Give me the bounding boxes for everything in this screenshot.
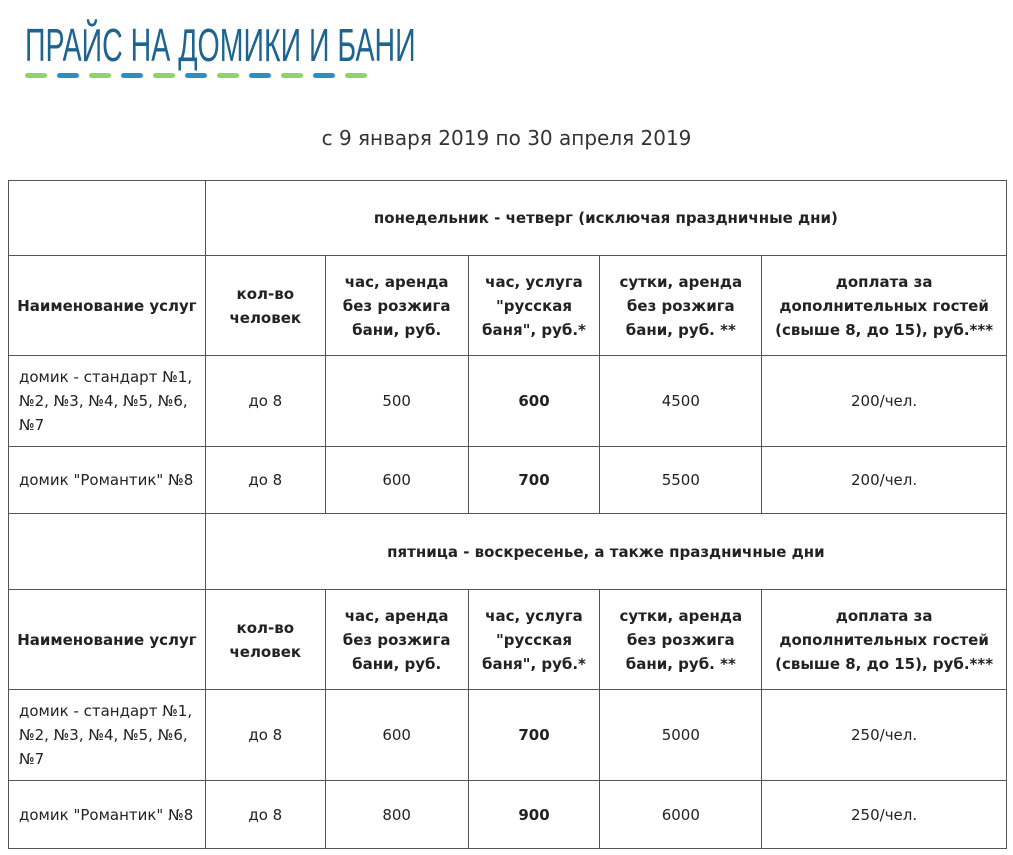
hour-rent-price: 600 bbox=[325, 690, 468, 781]
column-header: час, услуга "русская баня", руб.* bbox=[468, 256, 600, 356]
service-name: домик "Романтик" №8 bbox=[9, 781, 206, 849]
table-row bbox=[9, 781, 1007, 849]
column-header-row bbox=[9, 590, 1007, 690]
column-header-row bbox=[9, 256, 1007, 356]
price-period: с 9 января 2019 по 30 апреля 2019 bbox=[321, 126, 692, 150]
day-rent-price: 5500 bbox=[600, 447, 762, 514]
page-title: ПРАЙС НА ДОМИКИ И БАНИ bbox=[25, 19, 416, 71]
price-table bbox=[8, 180, 1007, 849]
section-header-row bbox=[9, 514, 1007, 590]
service-name: домик - стандарт №1, №2, №3, №4, №5, №6, №7 bbox=[9, 356, 206, 447]
day-rent-price: 6000 bbox=[600, 781, 762, 849]
table-row bbox=[9, 356, 1007, 447]
hour-rent-price: 600 bbox=[325, 447, 468, 514]
column-header: доплата за дополнительных гостей (свыше 8, до 15), руб.*** bbox=[762, 256, 1007, 356]
day-rent-price: 4500 bbox=[600, 356, 762, 447]
section-label: понедельник - четверг (исключая праздничные дни) bbox=[205, 181, 1006, 256]
column-header: Наименование услуг bbox=[9, 590, 206, 690]
column-header: кол-во человек bbox=[205, 256, 325, 356]
column-header: доплата за дополнительных гостей (свыше 8, до 15), руб.*** bbox=[762, 590, 1007, 690]
extra-guest-price: 250/чел. bbox=[762, 781, 1007, 849]
banya-hour-price: 900 bbox=[468, 781, 600, 849]
column-header: час, аренда без розжига бани, руб. bbox=[325, 256, 468, 356]
hour-rent-price: 500 bbox=[325, 356, 468, 447]
service-name: домик - стандарт №1, №2, №3, №4, №5, №6, №7 bbox=[9, 690, 206, 781]
extra-guest-price: 250/чел. bbox=[762, 690, 1007, 781]
service-name: домик "Романтик" №8 bbox=[9, 447, 206, 514]
table-row bbox=[9, 447, 1007, 514]
decorative-dashes bbox=[25, 73, 367, 78]
banya-hour-price: 600 bbox=[468, 356, 600, 447]
people-count: до 8 bbox=[205, 781, 325, 849]
extra-guest-price: 200/чел. bbox=[762, 447, 1007, 514]
banya-hour-price: 700 bbox=[468, 447, 600, 514]
day-rent-price: 5000 bbox=[600, 690, 762, 781]
empty-cell bbox=[9, 181, 206, 256]
people-count: до 8 bbox=[205, 690, 325, 781]
banya-hour-price: 700 bbox=[468, 690, 600, 781]
people-count: до 8 bbox=[205, 447, 325, 514]
section-label: пятница - воскресенье, а также праздничные дни bbox=[205, 514, 1006, 590]
column-header: кол-во человек bbox=[205, 590, 325, 690]
hour-rent-price: 800 bbox=[325, 781, 468, 849]
extra-guest-price: 200/чел. bbox=[762, 356, 1007, 447]
column-header: час, аренда без розжига бани, руб. bbox=[325, 590, 468, 690]
column-header: час, услуга "русская баня", руб.* bbox=[468, 590, 600, 690]
column-header: сутки, аренда без розжига бани, руб. ** bbox=[600, 590, 762, 690]
empty-cell bbox=[9, 514, 206, 590]
column-header: Наименование услуг bbox=[9, 256, 206, 356]
section-header-row bbox=[9, 181, 1007, 256]
column-header: сутки, аренда без розжига бани, руб. ** bbox=[600, 256, 762, 356]
table-row bbox=[9, 690, 1007, 781]
people-count: до 8 bbox=[205, 356, 325, 447]
